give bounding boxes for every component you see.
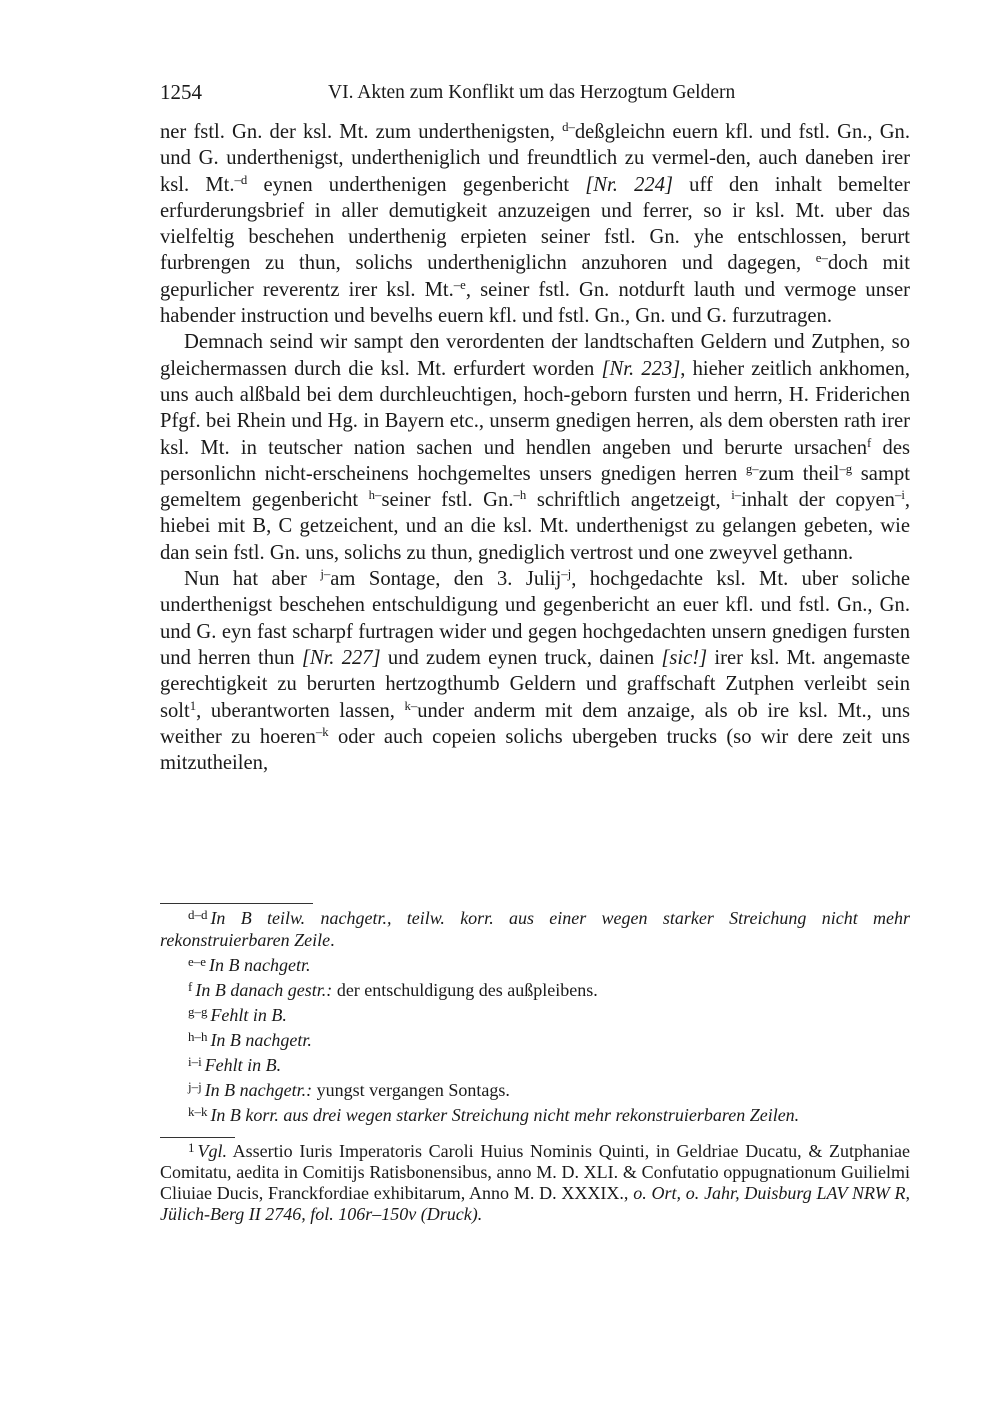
critical-note-quote: der entschuldigung des außpleibens. <box>332 979 598 1000</box>
note-mark: –h <box>513 488 527 503</box>
note-mark: j– <box>320 567 331 582</box>
critical-note-quote: . <box>330 929 335 950</box>
critical-note-text: Fehlt in B. <box>204 1055 282 1076</box>
paragraph-1 <box>160 119 910 329</box>
text-run: deßgleichn euern kfl. und fstl. Gn., Gn. und G. underthenigst, undertheniglich und freundtlich zu vermel-den, auch daneben irer ksl. Mt. <box>160 121 911 196</box>
text-run: und zudem eynen truck, dainen <box>380 646 662 669</box>
text-run: eynen underthenigen gegenbericht <box>247 173 586 196</box>
critical-note-mark: j–j <box>188 1078 202 1094</box>
paragraph-3 <box>160 566 910 776</box>
text-run: inhalt der copyen <box>741 489 895 512</box>
critical-note-mark: i–i <box>188 1053 202 1069</box>
note-mark: –j <box>561 567 572 582</box>
critical-note-mark: k–k <box>188 1104 208 1120</box>
critical-note <box>160 1105 910 1127</box>
text-run: doch mit gepurlicher reverentz irer ksl. Mt. <box>160 252 910 301</box>
note-mark: k– <box>404 698 418 713</box>
critical-note-mark: h–h <box>188 1028 208 1044</box>
critical-note-text: In B nachgetr. <box>210 1029 312 1050</box>
critical-note <box>160 1030 910 1052</box>
running-head <box>160 80 910 108</box>
text-run: seiner fstl. Gn. <box>381 489 514 512</box>
text-run: , seiner fstl. Gn. notdurft lauth und vermoge unser habender instruction und bevelhs euern kfl. und fstl. Gn., Gn. und G. furzutragen. <box>160 278 910 328</box>
footnote-mark: 1 <box>188 1139 195 1155</box>
text-run: under anderm mit dem anzaige, als ob ire ksl. Mt., uns weither zu hoeren <box>160 699 910 748</box>
text-run: uff den inhalt bemelter erfurderungsbrief in aller demutigkeit anzuzeigen und ferrer, so ir ksl. Mt. uber das vielfeltig beschehen underthenig erpieten seiner fstl. Gn. yhe entschlossen, berurt furbrengen zu thun, solichs undertheniglichn anzuhoren und dagegen, <box>160 173 911 275</box>
critical-note-text: In B nachgetr.: <box>204 1080 313 1101</box>
text-run: Nun hat aber <box>184 568 321 591</box>
critical-note-text: In B korr. aus drei wegen starker Streichung nicht mehr rekonstruierbaren Zeilen. <box>210 1105 800 1126</box>
critical-note-mark: g–g <box>188 1003 208 1019</box>
critical-note-mark: d–d <box>188 906 208 922</box>
note-mark: e– <box>815 251 828 266</box>
footnote-vgl: Vgl. <box>197 1141 227 1161</box>
critical-note <box>160 955 910 977</box>
text-run: Demnach seind wir sampt den verordenten der landtschaften Geldern und Zutphen, so gleichermassen durch die ksl. Mt. erfurdert worden <box>160 331 910 380</box>
document-reference: [Nr. 223] <box>601 357 681 380</box>
paragraph-2 <box>160 329 910 566</box>
page-number: 1254 <box>160 80 202 104</box>
text-run: , hochgedachte ksl. Mt. uber soliche underthenigst beschehen entschuldigung und gegenbericht an euer kfl. und fstl. Gn., Gn. und G. eyn fast scharpf furtragen wider und gegen hochgedachten unsern gnedigen fursten und herren thun <box>160 568 910 669</box>
document-reference: [Nr. 227] <box>301 646 381 669</box>
text-run: oder auch copeien solichs ubergeben trucks (so wir dere zeit uns mitzutheilen, <box>160 725 911 775</box>
text-run: des personlichn nicht-erscheinens hochgemeltes unsers gnedigen herren <box>160 436 910 485</box>
critical-note-mark: e–e <box>188 953 206 969</box>
note-mark: –i <box>894 488 905 503</box>
note-mark: –g <box>839 461 853 476</box>
critical-note-text: In B nachgetr. <box>208 954 311 975</box>
footnote-mark: 1 <box>189 698 197 713</box>
critical-note-mark: f <box>188 978 193 994</box>
text-run: , hiebei mit B, C getzeichent, und an die ksl. Mt. underthenigst zu gelangen gebeten, wie dan sein fstl. Gn. uns, solichs zu thun, gnediglich vertrost und one zweyvel gethann. <box>160 489 911 564</box>
critical-note-text: In B danach gestr.: <box>195 979 333 1000</box>
critical-note <box>160 980 910 1002</box>
note-mark: d– <box>562 119 575 134</box>
critical-note-text: Fehlt in B. <box>210 1004 287 1025</box>
critical-note <box>160 1080 910 1102</box>
main-text <box>160 119 910 776</box>
historical-notes <box>160 1141 910 1225</box>
note-mark: g– <box>745 461 759 476</box>
document-reference: [Nr. 224] <box>585 173 674 196</box>
running-title: VI. Akten zum Konflikt um das Herzogtum Geldern <box>328 82 736 103</box>
note-mark: f <box>867 435 872 450</box>
critical-apparatus <box>160 908 910 1130</box>
footnote-divider <box>160 903 313 904</box>
text-run: am Sontage, den 3. Julij <box>330 568 562 591</box>
text-run: , hieher zeitlich ankhomen, uns auch alßbald bei dem durchleuchtigen, hoch-geborn fursten und herrn, H. Friderichen Pfgf. bei Rhein und Hg. in Bayern etc., unserm gnedigen herren, als dem obersten rath irer ksl. Mt. in teutscher nation sachen und hendlen angeben und berurte ursachen <box>160 357 910 459</box>
text-run: zum theil <box>758 462 840 485</box>
footnote-citation: Assertio Iuris Imperatoris Caroli Huius Nominis Quinti, in Geldriae Ducatu, & Zutphaniae Comitatu, aedita in Comitijs Ratisbonensibus, anno M. D. XLI. & Confutatio oppugnationum Guilielmi Cliuiae Ducis, Franckfordiae exhibitarum, Anno M. D. XXXIX., <box>160 1141 910 1203</box>
text-run: schriftlich angetzeigt, <box>526 489 732 512</box>
text-run: ner fstl. Gn. der ksl. Mt. zum underthenigsten, <box>160 121 563 143</box>
footnote-location: o. Ort, o. Jahr, Duisburg LAV NRW R, Jülich-Berg II 2746, fol. 106r–150v (Druck). <box>160 1183 910 1224</box>
footnote-1 <box>160 1141 910 1225</box>
critical-note <box>160 908 910 951</box>
critical-note-quote: yungst vergangen Sontags. <box>312 1080 510 1101</box>
text-run: , uberantworten lassen, <box>196 699 405 722</box>
critical-note <box>160 1005 910 1027</box>
note-mark: –d <box>234 172 248 187</box>
editorial-sic: [sic!] <box>661 646 708 669</box>
note-mark: –k <box>315 724 329 739</box>
text-run: irer ksl. Mt. angemaste gerechtigkeit zu berurten hertzogthumb Geldern und graffschaft Zutphen verleibt sein solt <box>160 646 910 722</box>
critical-note <box>160 1055 910 1077</box>
footnote-divider <box>160 1137 235 1138</box>
note-mark: h– <box>368 488 382 503</box>
note-mark: i– <box>731 488 742 503</box>
note-mark: –e <box>453 277 466 292</box>
text-run: sampt gemeltem gegenbericht <box>160 462 910 512</box>
critical-note-text: In B teilw. nachgetr., teilw. korr. aus einer wegen starker Streichung nicht mehr rekonstruierbaren Zeile <box>160 908 910 950</box>
